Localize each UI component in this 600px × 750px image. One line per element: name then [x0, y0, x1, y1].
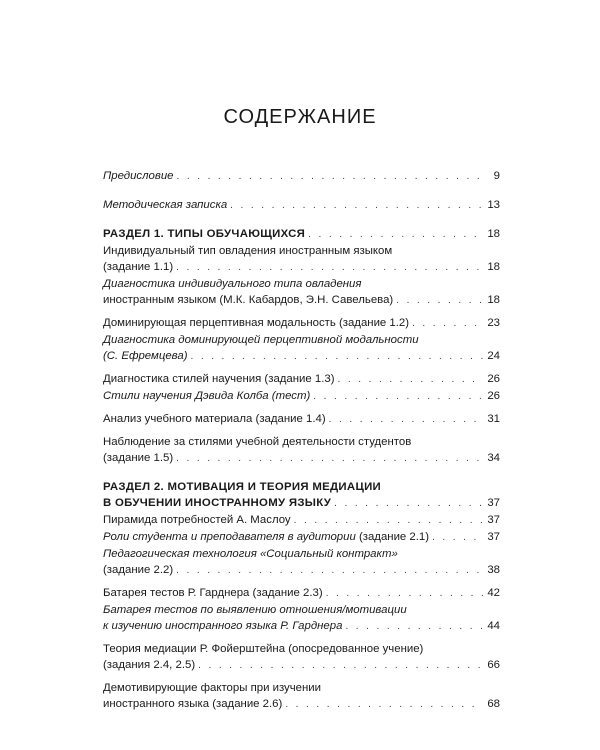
page-number: 68 [487, 698, 500, 710]
toc-entry-text: Пирамида потребностей А. Маслоу [103, 514, 291, 526]
toc-entry-text: Теория медиации Р. Фойерштейна (опосредованное учение) [103, 643, 424, 655]
toc-entry[interactable] [103, 388, 500, 405]
toc-entry[interactable] [103, 585, 500, 602]
toc-entry-text: РАЗДЕЛ 2. МОТИВАЦИЯ И ТЕОРИЯ МЕДИАЦИИ [103, 481, 382, 493]
dot-leader [396, 293, 483, 309]
dot-leader [308, 227, 483, 243]
toc-entry-text: Методическая записка [103, 199, 228, 211]
toc-entry[interactable] [103, 434, 500, 467]
toc-entry-line [103, 512, 500, 529]
toc-entry[interactable] [103, 371, 500, 388]
toc-entry-text: (задание 1.5) [103, 452, 174, 464]
toc-entry[interactable] [103, 512, 500, 529]
dot-leader [432, 530, 483, 546]
page-number: 31 [487, 413, 500, 425]
page-number: 44 [487, 620, 500, 632]
toc-entry-text: Демотивирующие факторы при изучении [103, 682, 322, 694]
toc-entry[interactable] [103, 680, 500, 713]
toc-entry[interactable] [103, 332, 500, 365]
toc-entry-line [103, 332, 500, 348]
toc-entry[interactable] [103, 315, 500, 332]
toc-entry-line [103, 641, 500, 657]
page-title: СОДЕРЖАНИЕ [223, 106, 377, 128]
toc-entry-line [103, 585, 500, 602]
toc-entry-line [103, 529, 500, 546]
page-number: 18 [487, 261, 500, 273]
toc-entry-line [103, 546, 500, 562]
toc-entry-line [103, 168, 500, 185]
dot-leader [285, 697, 483, 713]
page-number: 9 [493, 170, 500, 182]
dot-leader [345, 619, 483, 635]
toc-entry-line [103, 618, 500, 635]
dot-leader [176, 451, 483, 467]
toc-entry[interactable] [103, 602, 500, 635]
toc-entry[interactable] [103, 546, 500, 579]
page-number: 26 [487, 373, 500, 385]
toc-entry-text: Анализ учебного материала (задание 1.4) [103, 413, 326, 425]
toc-entry-line [103, 315, 500, 332]
toc-entry-line [103, 562, 500, 579]
page-number: 37 [487, 531, 500, 543]
toc-entry-line [103, 388, 500, 405]
page-number: 37 [487, 514, 500, 526]
toc-entry-line [103, 259, 500, 276]
dot-leader [294, 513, 483, 529]
toc-entry-plain-part: (задание 2.1) [355, 531, 430, 543]
dot-leader [338, 372, 483, 388]
page-number: 18 [487, 228, 500, 240]
dot-leader [230, 198, 483, 214]
toc-entry-line [103, 348, 500, 365]
toc-entry-text: (задание 1.1) [103, 261, 174, 273]
toc-entry[interactable] [103, 411, 500, 428]
toc-entry-line [103, 602, 500, 618]
toc-entry-text: Батарея тестов по выявлению отношения/мотивации [103, 604, 407, 616]
toc-entry-text: В ОБУЧЕНИИ ИНОСТРАННОМУ ЯЗЫКУ [103, 497, 332, 509]
toc-entry[interactable] [103, 641, 500, 674]
toc-entry-text: Диагностика стилей научения (задание 1.3) [103, 373, 335, 385]
toc-entry-text: (задания 2.4, 2.5) [103, 659, 196, 671]
dot-leader [329, 412, 483, 428]
toc-entry-text: РАЗДЕЛ 1. ТИПЫ ОБУЧАЮЩИХСЯ [103, 228, 306, 240]
toc-entry-text: Педагогическая технология «Социальный контракт» [103, 548, 398, 560]
toc-entry-text: Батарея тестов Р. Гарднера (задание 2.3) [103, 587, 323, 599]
page-number: 13 [487, 199, 500, 211]
page-number: 23 [487, 317, 500, 329]
dot-leader [334, 496, 483, 512]
page-number: 24 [487, 350, 500, 362]
dot-leader [176, 260, 483, 276]
page-number: 38 [487, 564, 500, 576]
toc-entry-text: иностранного языка (задание 2.6) [103, 698, 283, 710]
toc-entry[interactable] [103, 276, 500, 309]
toc-entry-text: Диагностика доминирующей перцептивной модальности [103, 334, 419, 346]
toc-entry[interactable] [103, 479, 500, 512]
toc-entry-text: Предисловие [103, 170, 174, 182]
toc-entry-text: (задание 2.2) [103, 564, 174, 576]
page-number: 18 [487, 294, 500, 306]
page-number: 37 [487, 497, 500, 509]
toc-entry-text: иностранным языком (М.К. Кабардов, Э.Н. Савельева) [103, 294, 394, 306]
toc-entry-line [103, 292, 500, 309]
page-number: 42 [487, 587, 500, 599]
toc-entry-line [103, 197, 500, 214]
page-number: 66 [487, 659, 500, 671]
toc-entry-line [103, 411, 500, 428]
toc-entry-line [103, 680, 500, 696]
toc-entry[interactable] [103, 529, 500, 546]
dot-leader [177, 169, 484, 185]
toc-entry-text: Стили научения Дэвида Колба (тест) [103, 390, 311, 402]
toc-entry-line [103, 371, 500, 388]
toc-entry[interactable] [103, 243, 500, 276]
toc-entry-text [103, 529, 429, 545]
toc-entry-line [103, 657, 500, 674]
toc-entry-text: (С. Ефремцева) [103, 350, 188, 362]
toc-entry-line [103, 696, 500, 713]
toc-entry[interactable] [103, 197, 500, 214]
toc-entry-line [103, 276, 500, 292]
toc-entry-line [103, 450, 500, 467]
toc-entry-text: Индивидуальный тип овладения иностранным языком [103, 245, 393, 257]
toc-entry[interactable] [103, 168, 500, 185]
toc-entry-line [103, 226, 500, 243]
table-of-contents [103, 168, 500, 713]
page-number: 26 [487, 390, 500, 402]
toc-entry-line [103, 434, 500, 450]
toc-entry-line [103, 479, 500, 495]
dot-leader [412, 316, 483, 332]
toc-entry[interactable] [103, 226, 500, 243]
dot-leader [176, 563, 483, 579]
toc-entry-italic-part: Роли студента и преподавателя в аудитории [103, 531, 356, 543]
toc-entry-line [103, 243, 500, 259]
dot-leader [190, 349, 483, 365]
toc-entry-text: Доминирующая перцептивная модальность (задание 1.2) [103, 317, 410, 329]
toc-entry-text: Наблюдение за стилями учебной деятельности студентов [103, 436, 412, 448]
toc-entry-line [103, 495, 500, 512]
toc-entry-text: Диагностика индивидуального типа овладения [103, 278, 362, 290]
dot-leader [198, 658, 483, 674]
dot-leader [326, 586, 483, 602]
toc-entry-text: к изучению иностранного языка Р. Гарднера [103, 620, 343, 632]
dot-leader [313, 389, 483, 405]
page-number: 34 [487, 452, 500, 464]
